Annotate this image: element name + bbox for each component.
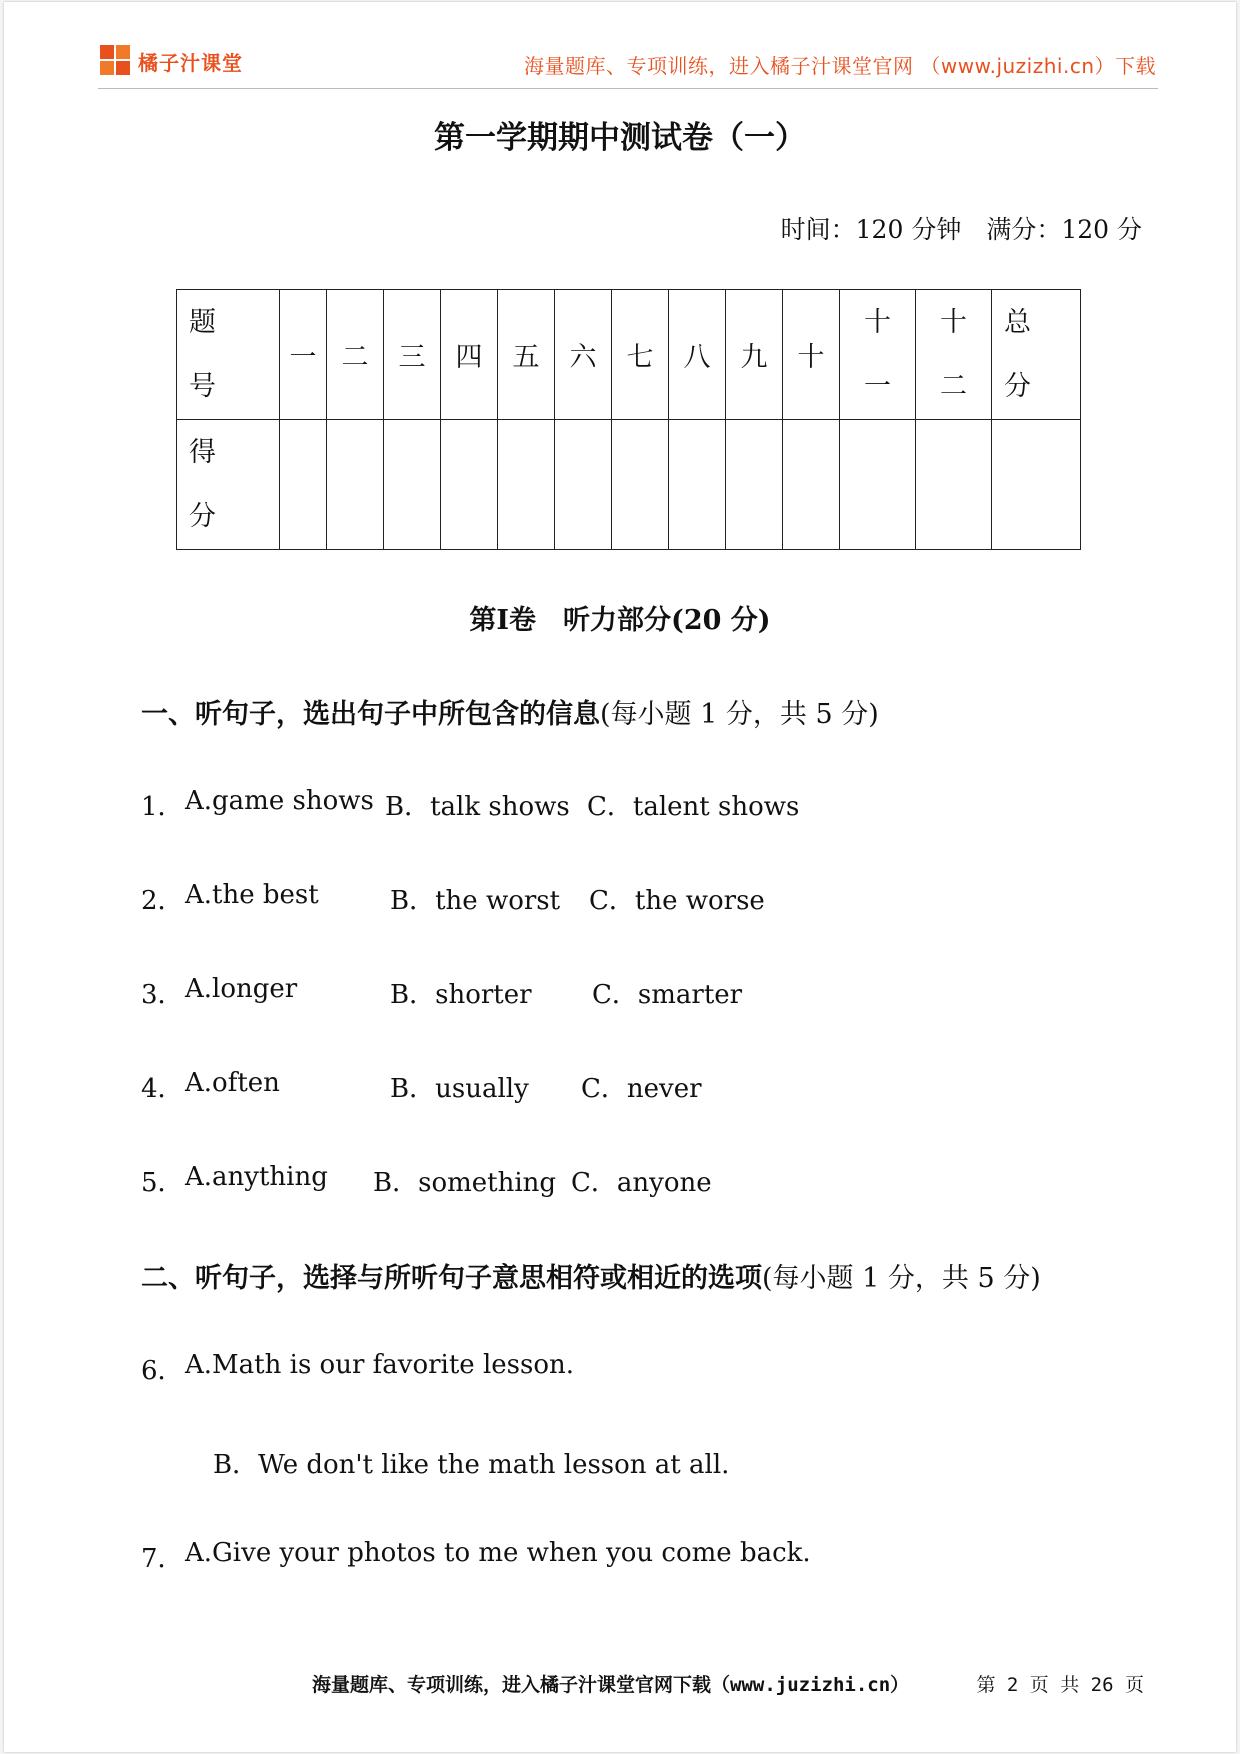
col-header-total: 总 分	[992, 290, 1081, 420]
page-title: 第一学期期中测试卷（一）	[434, 120, 806, 156]
col-header: 六	[555, 290, 612, 420]
score-cell[interactable]	[840, 420, 916, 550]
col-header: 一	[280, 290, 327, 420]
row-label-question: 题 号	[177, 290, 280, 420]
col-header: 七	[612, 290, 669, 420]
score-cell[interactable]	[280, 420, 327, 550]
col-header: 八	[669, 290, 726, 420]
col-header-12: 十 二	[916, 290, 992, 420]
footer-promo: 海量题库、专项训练，进入橘子汁课堂官网下载（www.juzizhi.cn）	[312, 1674, 910, 1696]
row-label-score: 得 分	[177, 420, 280, 550]
logo-text: 橘子汁课堂	[138, 50, 243, 75]
header-promo: 海量题库、专项训练，进入橘子汁课堂官网 （www.juzizhi.cn）下载	[524, 54, 1156, 78]
exam-meta: 时间：120 分钟 满分：120 分	[780, 215, 1142, 244]
score-cell[interactable]	[669, 420, 726, 550]
score-cell[interactable]	[498, 420, 555, 550]
document-page: 橘子汁课堂 海量题库、专项训练，进入橘子汁课堂官网 （www.juzizhi.cn）下载 第一学期期中测试卷（一） 时间：120 分钟 满分：120 分 题 号 一 二 三 四 五 六 七 八 九 十 十 一 十 二 总 分 得 分 第I卷 听力部分(20 分) 一、听句子，选出句子中所包含的信息(每小题 1 分，共 5 分) 1． A.game shows B．talk shows C．talent shows 2． A.the best B．the worst C．the worse 3． A.longer B．shorter C．smarter 4． A.often B．usually C．never 5． A.anything B．something C．anyone 二、听句子，选择与所听句子意思相符或相近的选项(每小题 1 分，共 5 分) 6． A.Math is our favorite lesson. B．We don't like the math lesson at all. 7． A.Give your photos to me when you come back. 海量题库、专项训练，进入橘子汁课堂官网下载（www.juzizhi.cn） 第 2 页 共 26 页	[4, 2, 1236, 1752]
section-title: 第I卷 听力部分(20 分)	[469, 605, 771, 636]
col-header: 二	[327, 290, 384, 420]
score-table	[176, 289, 1081, 550]
score-cell[interactable]	[783, 420, 840, 550]
score-cell[interactable]	[327, 420, 384, 550]
score-cell[interactable]	[384, 420, 441, 550]
part2-heading: 二、听句子，选择与所听句子意思相符或相近的选项(每小题 1 分，共 5 分)	[141, 1263, 1041, 1294]
score-cell[interactable]	[612, 420, 669, 550]
col-header: 九	[726, 290, 783, 420]
col-header-11: 十 一	[840, 290, 916, 420]
score-cell[interactable]	[726, 420, 783, 550]
col-header: 四	[441, 290, 498, 420]
brand-logo[interactable]	[100, 44, 243, 78]
score-cell[interactable]	[441, 420, 498, 550]
score-cell[interactable]	[992, 420, 1081, 550]
logo-icon	[100, 45, 132, 77]
header-divider	[98, 88, 1158, 89]
score-cell[interactable]	[555, 420, 612, 550]
col-header: 五	[498, 290, 555, 420]
col-header: 十	[783, 290, 840, 420]
score-table-header-row	[177, 290, 1081, 420]
page-number: 第 2 页 共 26 页	[976, 1674, 1144, 1696]
col-header: 三	[384, 290, 441, 420]
score-cell[interactable]	[916, 420, 992, 550]
score-table-score-row	[177, 420, 1081, 550]
part1-heading: 一、听句子，选出句子中所包含的信息(每小题 1 分，共 5 分)	[141, 699, 879, 730]
